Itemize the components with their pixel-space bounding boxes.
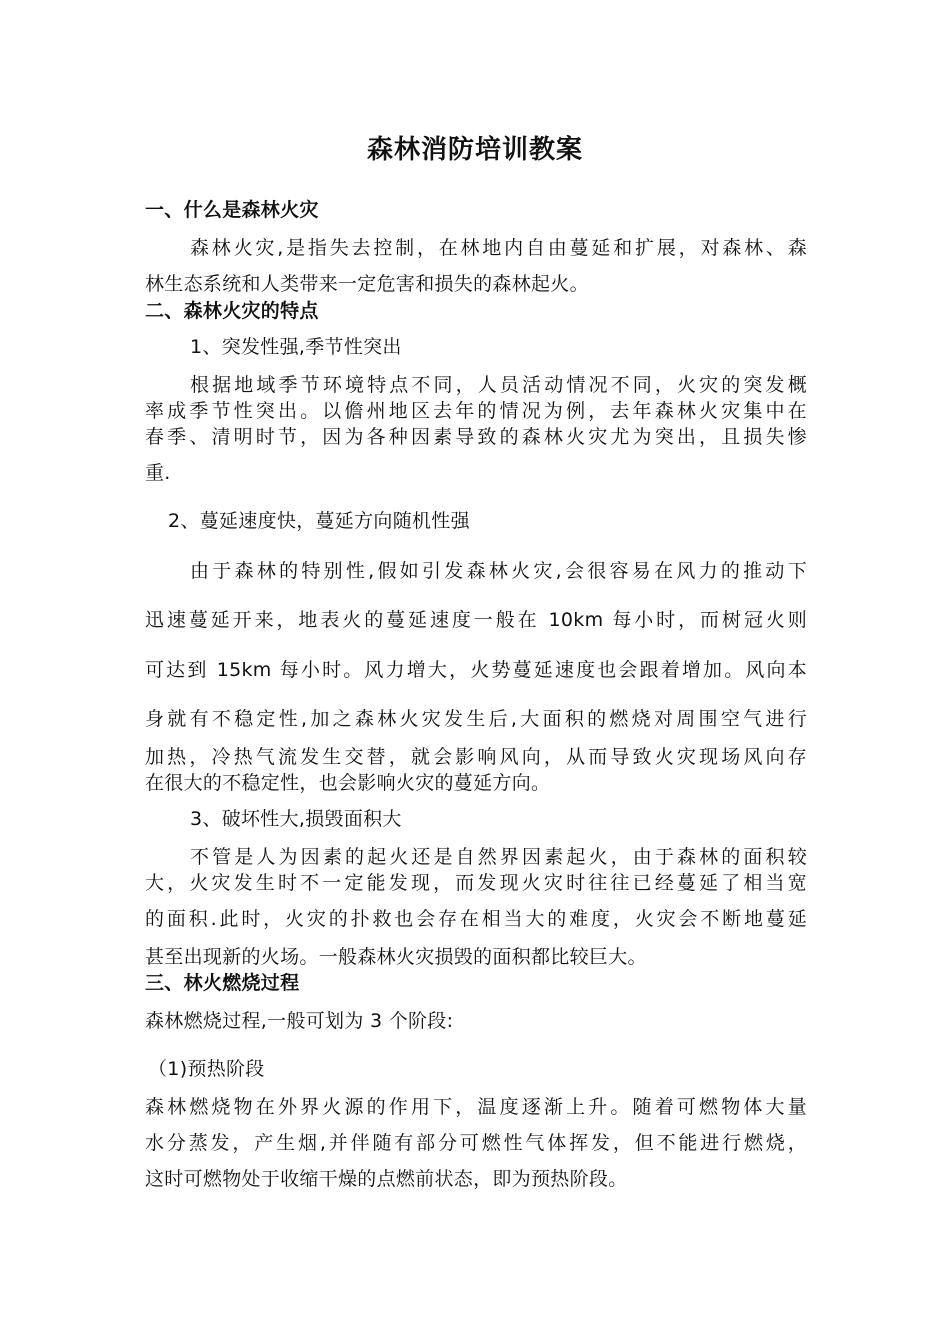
paragraph-line: 水分蒸发，产生烟,并伴随有部分可燃性气体挥发，但不能进行燃烧， xyxy=(145,1132,807,1154)
subheading-stage-1: （1)预热阶段 xyxy=(148,1058,265,1080)
paragraph-line: 根据地域季节环境特点不同，人员活动情况不同，火灾的突发概 xyxy=(190,374,807,396)
paragraph-line: 不管是人为因素的起火还是自然界因素起火，由于森林的面积较 xyxy=(190,846,807,868)
paragraph-line: 春季、清明时节，因为各种因素导致的森林火灾尤为突出，且损失惨 xyxy=(145,426,807,448)
paragraph-line: 森林火灾,是指失去控制，在林地内自由蔓延和扩展，对森林、森 xyxy=(190,237,807,259)
paragraph-line: 的面积.此时，火灾的扑救也会存在相当大的难度，火灾会不断地蔓延 xyxy=(145,908,807,930)
paragraph-line: 大，火灾发生时不一定能发现，而发现火灾时往往已经蔓延了相当宽 xyxy=(145,872,807,894)
paragraph-line: 在很大的不稳定性，也会影响火灾的蔓延方向。 xyxy=(145,772,551,794)
section-heading-1: 一、什么是森林火灾 xyxy=(145,199,319,221)
paragraph-line: 率成季节性突出。以儋州地区去年的情况为例，去年森林火灾集中在 xyxy=(145,400,807,422)
subheading-item-1: 1、突发性强,季节性突出 xyxy=(190,336,402,358)
paragraph-line: 甚至出现新的火场。一般森林火灾损毁的面积都比较巨大。 xyxy=(145,946,647,968)
paragraph-line: 可达到 15km 每小时。风力增大，火势蔓延速度也会跟着增加。风向本 xyxy=(145,659,807,681)
paragraph-line: 加热，冷热气流发生交替，就会影响风向，从而导致火灾现场风向存 xyxy=(145,746,807,768)
page-title: 森林消防培训教案 xyxy=(366,135,583,165)
paragraph-line: 森林燃烧物在外界火源的作用下，温度逐渐上升。随着可燃物体大量 xyxy=(145,1096,807,1118)
paragraph-line: 林生态系统和人类带来一定危害和损失的森林起火。 xyxy=(145,273,589,295)
paragraph-line: 迅速蔓延开来，地表火的蔓延速度一般在 10km 每小时，而树冠火则 xyxy=(145,609,807,631)
subheading-item-3: 3、破坏性大,损毁面积大 xyxy=(190,808,402,830)
section-heading-2: 二、森林火灾的特点 xyxy=(145,300,319,322)
paragraph-line: 身就有不稳定性,加之森林火灾发生后,大面积的燃烧对周围空气进行 xyxy=(145,708,807,730)
section-heading-3: 三、林火燃烧过程 xyxy=(145,972,300,994)
paragraph-line: 森林燃烧过程,一般可划为 3 个阶段: xyxy=(145,1010,454,1032)
paragraph-line: 这时可燃物处于收缩干燥的点燃前状态，即为预热阶段。 xyxy=(145,1168,628,1190)
paragraph-line: 重. xyxy=(145,462,171,484)
subheading-item-2: 2、蔓延速度快，蔓延方向随机性强 xyxy=(168,510,470,532)
paragraph-line: 由于森林的特别性,假如引发森林火灾,会很容易在风力的推动下 xyxy=(190,560,807,582)
